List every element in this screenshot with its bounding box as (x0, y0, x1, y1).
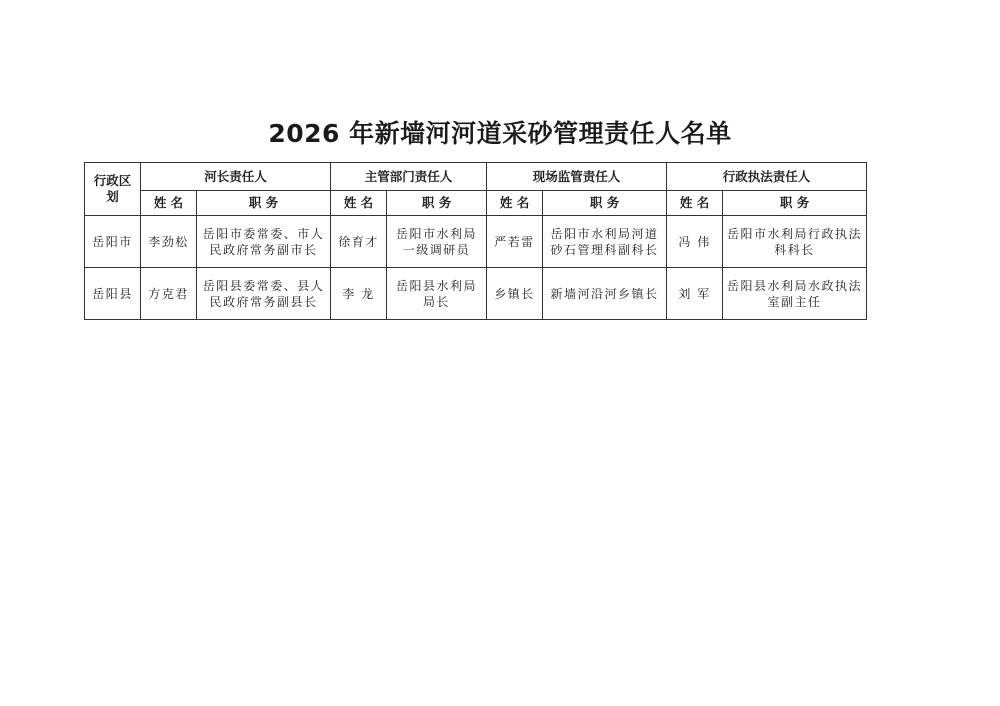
duty-header: 职 务 (197, 191, 331, 216)
site-supervision-header: 现场监管责任人 (487, 163, 667, 191)
name-header: 姓 名 (331, 191, 387, 216)
dept-name: 徐育才 (331, 216, 387, 268)
page-title: 2026 年新墙河河道采砂管理责任人名单 (268, 119, 732, 148)
table-row (85, 216, 867, 268)
law-duty: 岳阳县水利局水政执法室副主任 (723, 268, 867, 320)
region-cell: 岳阳市 (85, 216, 141, 268)
region-header: 行政区划 (85, 163, 141, 216)
dept-duty: 岳阳县水利局局长 (387, 268, 487, 320)
site-duty: 新墙河沿河乡镇长 (543, 268, 667, 320)
duty-header: 职 务 (723, 191, 867, 216)
duty-header: 职 务 (387, 191, 487, 216)
name-header: 姓 名 (141, 191, 197, 216)
river-chief-name: 李劲松 (141, 216, 197, 268)
site-name: 乡镇长 (487, 268, 543, 320)
river-chief-duty: 岳阳县委常委、县人民政府常务副县长 (197, 268, 331, 320)
dept-name: 李 龙 (331, 268, 387, 320)
name-header: 姓 名 (487, 191, 543, 216)
site-name: 严若雷 (487, 216, 543, 268)
dept-header: 主管部门责任人 (331, 163, 487, 191)
river-chief-duty: 岳阳市委常委、市人民政府常务副市长 (197, 216, 331, 268)
sub-header-row (85, 191, 867, 216)
law-name: 刘 军 (667, 268, 723, 320)
name-header: 姓 名 (667, 191, 723, 216)
group-header-row (85, 163, 867, 191)
table-row (85, 268, 867, 320)
region-cell: 岳阳县 (85, 268, 141, 320)
law-name: 冯 伟 (667, 216, 723, 268)
site-duty: 岳阳市水利局河道砂石管理科副科长 (543, 216, 667, 268)
responsibility-table (84, 162, 867, 320)
law-enforcement-header: 行政执法责任人 (667, 163, 867, 191)
duty-header: 职 务 (543, 191, 667, 216)
river-chief-header: 河长责任人 (141, 163, 331, 191)
law-duty: 岳阳市水利局行政执法科科长 (723, 216, 867, 268)
river-chief-name: 方克君 (141, 268, 197, 320)
dept-duty: 岳阳市水利局一级调研员 (387, 216, 487, 268)
